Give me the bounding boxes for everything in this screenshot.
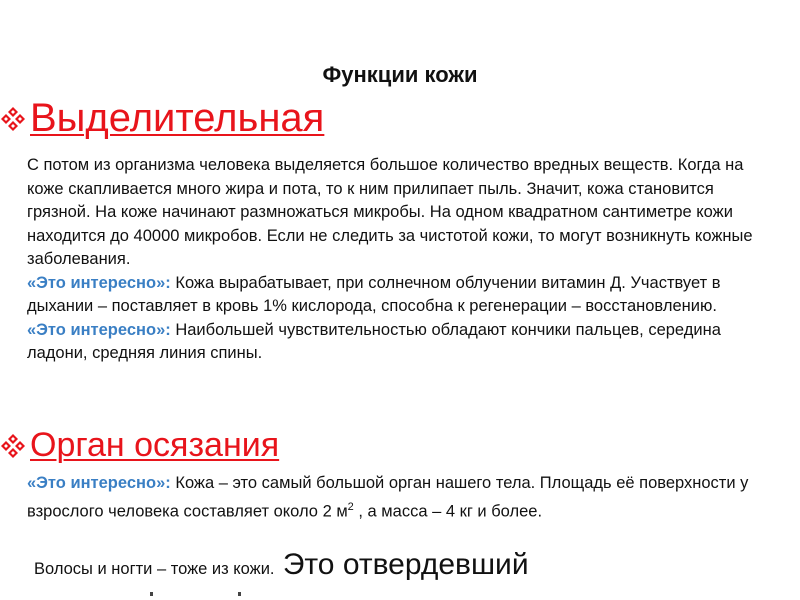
trailing-text-large: Это отвердевший: [274, 548, 529, 581]
slide-title: Функции кожи: [322, 62, 478, 87]
diamond-bullet-icon: [0, 106, 26, 132]
text-fragment-mark: [238, 592, 241, 596]
paragraph: [27, 154, 767, 272]
section-heading-touch: [0, 426, 279, 465]
paragraph-text: Наибольшей чувствительностью обладают кончики пальцев, середина ладони, средняя линия спины.: [27, 320, 721, 362]
interesting-label: «Это интересно»:: [27, 273, 171, 292]
paragraph: [27, 319, 767, 366]
paragraph-text: , а масса – 4 кг и более.: [353, 502, 543, 520]
paragraph: [27, 272, 767, 319]
section-body-touch: [27, 472, 767, 524]
section-body-excretory: [27, 154, 767, 366]
section-title: Выделительная: [30, 96, 325, 140]
text-fragment-mark: [150, 592, 153, 596]
cut-off-text-fragment: [0, 590, 800, 600]
trailing-text-small: Волосы и ногти – тоже из кожи.: [34, 560, 275, 578]
superscript: 2: [347, 500, 354, 513]
section-heading-excretory: [0, 96, 324, 141]
diamond-bullet-icon: [0, 433, 26, 459]
paragraph-text: С потом из организма человека выделяется большое количество вредных веществ. Когда на коже скапливается много жира и пота, то к ним прилипает пыль. Значит, кожа становится грязной. На коже начинают размножаться микробы. На одном квадратном сантиметре кожи находится до 40000 микробов. Если не следить за чистотой кожи, то могут возникнуть кожные заболевания.: [27, 156, 753, 268]
trailing-line: [34, 548, 529, 582]
section-title: Орган осязания: [30, 426, 280, 464]
paragraph-text: Кожа вырабатывает, при солнечном облучении витамин Д. Участвует в дыхании – поставляет в кровь 1% кислорода, способна к регенерации – восстановлению.: [27, 273, 721, 315]
interesting-label: «Это интересно»:: [27, 474, 171, 492]
paragraph-text: Кожа – это самый большой орган нашего тела. Площадь её поверхности у взрослого человека составляет около 2 м: [27, 474, 749, 520]
paragraph: [27, 472, 767, 524]
interesting-label: «Это интересно»:: [27, 320, 171, 339]
